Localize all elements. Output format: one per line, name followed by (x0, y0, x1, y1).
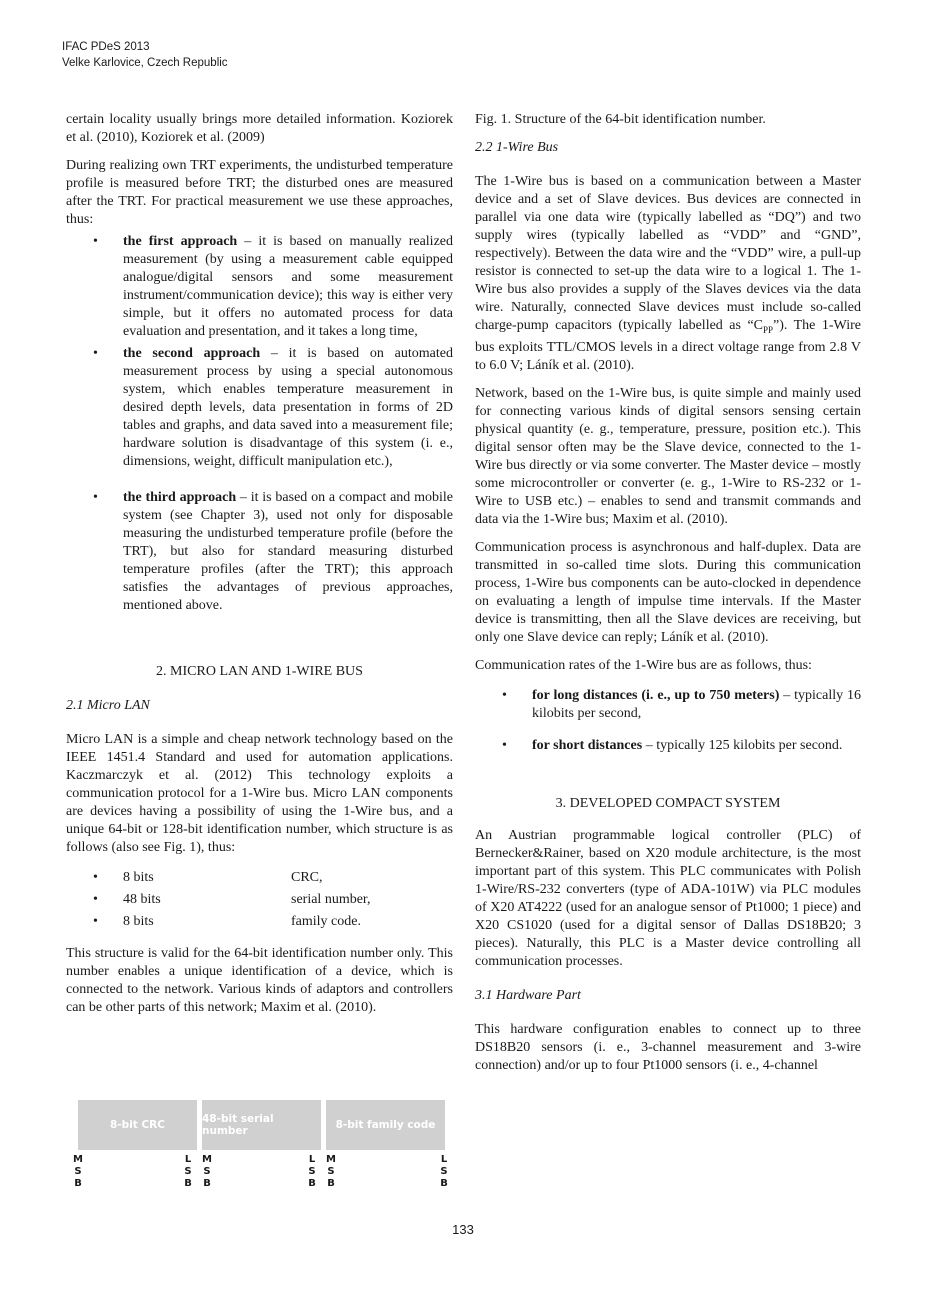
paragraph-rates: Communication rates of the 1-Wire bus are as follows, thus: (475, 657, 812, 673)
serial-number-box: 48-bit serial number (202, 1100, 321, 1150)
right-column (475, 111, 861, 1085)
paragraph-intro: certain locality usually brings more detailed information. Koziorek et al. (2010), Koziorek et al. (2009) (66, 112, 453, 145)
paragraph-trt: During realizing own TRT experiments, the undisturbed temperature profile is measured before TRT; the disturbed ones are measured after the TRT. For practical measurement we use these approaches, thus: (66, 158, 453, 227)
paragraph-plc: An Austrian programmable logical controller (PLC) of Bernecker&Rainer, based on X20 module architecture, is the most important part of this system. This PLC communicates with Polish 1-Wire/RS-232 converters (type of ADA-101W) via PLC modules of X20 AT4222 (used for an analogue sensor of Pt1000; 1 piece) and X20 CS1020 (used for a digital sensor of Dallas DS18B20; 3 pieces). Naturally, this PLC is a Master device controlling all communication processes. (475, 827, 861, 969)
running-header (62, 39, 228, 71)
rate-text: – typically 125 kilobits per second. (642, 737, 843, 753)
list-item (66, 869, 453, 891)
approach-title: the third approach (123, 490, 237, 505)
paragraph-bus: The 1-Wire bus is based on a communication between a Master device and a set of Slave devices. Bus devices are connected in parallel via one data wire (typically labelled as “DQ”) and two supply wires (typically labelled as “VDD” and “GND”, respectively). Between the data wire and the “VDD” wire, a pull-up resistor is connected to set-up the data wire to a logical 1. The 1-Wire bus also provides a supply of the Slaves devices via the data wire. Naturally, connected Slave devices must include so-called charge-pump capacitors (typically labelled as “$C_{PP}$”). The 1-Wire bus exploits TTL/CMOS levels in a direct voltage range from 2.8 V to 6.0 V; Láník et al. (2010). (475, 174, 861, 373)
paragraph-structure: This structure is valid for the 64-bit identification number only. This number enables a unique identification of a device, which is connected to the network. Various kinds of adaptors and controllers can be other parts of this network; Maxim et al. (2010). (66, 946, 453, 1015)
bits-list (66, 869, 453, 935)
bit-name: family code. (291, 914, 361, 929)
rate-text: – typically 16 kilobits per second, (532, 687, 861, 721)
list-item (66, 345, 453, 471)
subsection-heading: 2.1 Micro LAN (66, 698, 150, 713)
list-item (475, 737, 861, 755)
lsb-label: L S B (184, 1154, 192, 1189)
approach-title: the second approach (123, 346, 261, 361)
list-item (66, 913, 453, 935)
bit-size: 48 bits (123, 892, 161, 907)
rate-title: for long distances (i. e., up to 750 meters) (532, 687, 780, 703)
list-item (66, 489, 453, 615)
msb-label: M S B (202, 1154, 212, 1189)
subsection-heading: 2.2 1-Wire Bus (475, 140, 559, 155)
msb-label: M S B (73, 1154, 83, 1189)
approach-text: – it is based on manually realized measurement (by using a measurement cable equipped analogue/digital sensors and some measurement instrument/communication device); this way is either very simple, but it offers no automated process for data evaluation and presentation, and it takes a long time, (123, 234, 454, 339)
header-conference: IFAC PDeS 2013 (62, 41, 150, 53)
approach-text: – it is based on automated measurement process by using a special autonomous system, which enables temperature measurement in desired depth levels, data presentation in forms of 2D tables and graphs, and data saved into a measurement file; hardware solution is disadvantage of this system (i. e., dimensions, weight, difficult manipulation etc.), (123, 346, 453, 469)
crc-box: 8-bit CRC (78, 1100, 197, 1150)
list-item (475, 687, 861, 723)
approach-text: – it is based on a compact and mobile system (see Chapter 3), used not only for disposable measuring the undisturbed temperature profile (before the TRT), but also for standard measuring disturbed temperature profiles (after the TRT); this approach satisfies the advantages of previous approaches, mentioned above. (123, 490, 453, 613)
paragraph-microlan: Micro LAN is a simple and cheap network technology based on the IEEE 1451.4 Standard and used for automation applications. Kaczmarczyk et al. (2012) This technology exploits a communication protocol for a 1-Wire bus. Micro LAN components are devices having a possibility of using the 1-Wire bus, and a unique 64-bit or 128-bit identification number, which structure is as follows (also see Fig. 1), thus: (66, 732, 453, 855)
list-item (66, 891, 453, 913)
family-code-box: 8-bit family code (326, 1100, 445, 1150)
section-heading: 2. MICRO LAN AND 1-WIRE BUS (156, 664, 363, 679)
left-column (66, 111, 453, 1027)
bit-size: 8 bits (123, 870, 154, 885)
paragraph-communication: Communication process is asynchronous and half-duplex. Data are transmitted in so-called time slots. During this communication process, 1-Wire bus components can be auto-clocked in dependence on evaluating a length of impulse time intervals. If the Master device is transmitting, then all the Slave devices are receiving, but only one Slave device can reply; Láník et al. (2010). (475, 539, 861, 645)
figure-id-structure (73, 1100, 448, 1196)
header-location: Velke Karlovice, Czech Republic (62, 57, 228, 69)
approach-title: the first approach (123, 234, 238, 249)
subsection-heading: 3.1 Hardware Part (475, 987, 581, 1003)
bit-name: CRC, (291, 870, 323, 885)
paragraph-hardware: This hardware configuration enables to connect up to three DS18B20 sensors (i. e., 3-channel measurement and 3-wire connection) and/or up to four Pt1000 sensors (i. e., 4-channel (475, 1021, 861, 1073)
figure-caption: Fig. 1. Structure of the 64-bit identification number. (475, 112, 766, 127)
lsb-label: L S B (440, 1154, 448, 1189)
lsb-label: L S B (308, 1154, 316, 1189)
list-item (66, 233, 453, 341)
section-heading: 3. DEVELOPED COMPACT SYSTEM (555, 795, 781, 811)
bit-name: serial number, (291, 892, 371, 907)
approaches-list (66, 233, 453, 615)
rates-list (475, 687, 861, 755)
rate-title: for short distances (532, 737, 643, 753)
bit-size: 8 bits (123, 914, 154, 929)
msb-label: M S B (326, 1154, 336, 1189)
paragraph-network: Network, based on the 1-Wire bus, is quite simple and mainly used for connecting various kinds of digital sensors sensing certain physical quantity (e. g., temperature, pressure, position etc.). This digital sensor often may be the Slave device, connected to the 1-Wire bus directly or via some converter. The Master device – mostly some microcontroller or converter (e. g., 1-Wire to RS-232 or 1-Wire to USB etc.) – enables to send and transmit commands and data via the 1-Wire bus; Maxim et al. (2010). (475, 385, 861, 527)
page-number: 133 (452, 1222, 474, 1237)
